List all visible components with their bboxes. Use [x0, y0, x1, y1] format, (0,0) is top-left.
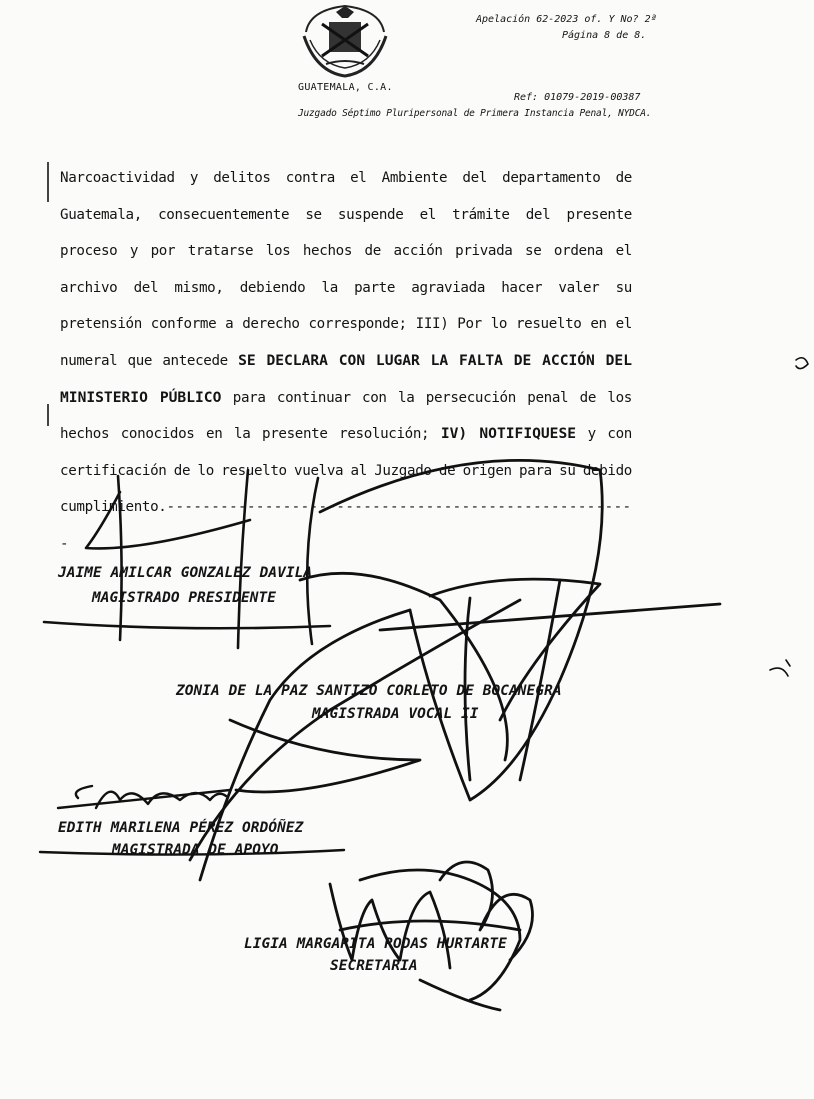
signatory-title-secretary: SECRETARIA: [330, 958, 418, 974]
resolution-text-part: Narcoactividad y delitos contra el Ambiente del departamento de Guatemala, consecuentemente se suspende el trámite del presente proceso y por tratarse los hechos de acción privada se ordena el archivo del mismo, debiendo la parte agraviada hacer valer su pretensión conforme a derecho corresponde; III) Por lo resuelto en el numeral que antecede: [60, 170, 632, 369]
margin-scribbles: [770, 358, 808, 676]
declaration-bold-text: SE DECLARA CON LUGAR LA FALTA DE ACCIÓN DEL MINISTERIO PÚBLICO: [60, 351, 632, 406]
signatory-title-president: MAGISTRADO PRESIDENTE: [92, 590, 277, 606]
margin-mark: [47, 162, 49, 202]
appeal-number: Apelación 62-2023 of. Y No? 2ª: [476, 14, 657, 25]
resolution-text: [60, 160, 632, 563]
court-name: Juzgado Séptimo Pluripersonal de Primera Instancia Penal, NYDCA.: [298, 108, 652, 119]
dash-filler: -----------------------------------------------------: [60, 499, 632, 552]
signatory-title-vocal: MAGISTRADA VOCAL II: [312, 706, 479, 722]
resolution-text-part: para continuar con la persecución penal de los hechos conocidos en la presente resolución;: [60, 389, 632, 443]
coat-of-arms-icon: [296, 2, 394, 82]
country-label: GUATEMALA, C.A.: [298, 82, 393, 93]
signatory-name-support: EDITH MARILENA PÉREZ ORDÓÑEZ: [58, 820, 304, 836]
signatory-title-support: MAGISTRADA DE APOYO: [112, 842, 279, 858]
reference-number: Ref: 01079-2019-00387: [514, 92, 641, 103]
resolution-text-part: y con certificación de lo resuelto vuelva al Juzgado de origen para su debido cumplimiento.: [60, 426, 632, 516]
notification-bold-text: IV) NOTIFIQUESE: [440, 425, 577, 443]
signatory-name-vocal: ZONIA DE LA PAZ SANTIZO CORLETO DE BOCANEGRA: [176, 683, 562, 699]
signatory-name-president: JAIME AMILCAR GONZALEZ DAVILA: [58, 565, 313, 581]
margin-mark: [47, 404, 49, 426]
signatory-name-secretary: LIGIA MARGARITA RODAS HURTARTE: [244, 936, 507, 952]
page-number: Página 8 de 8.: [562, 30, 647, 41]
